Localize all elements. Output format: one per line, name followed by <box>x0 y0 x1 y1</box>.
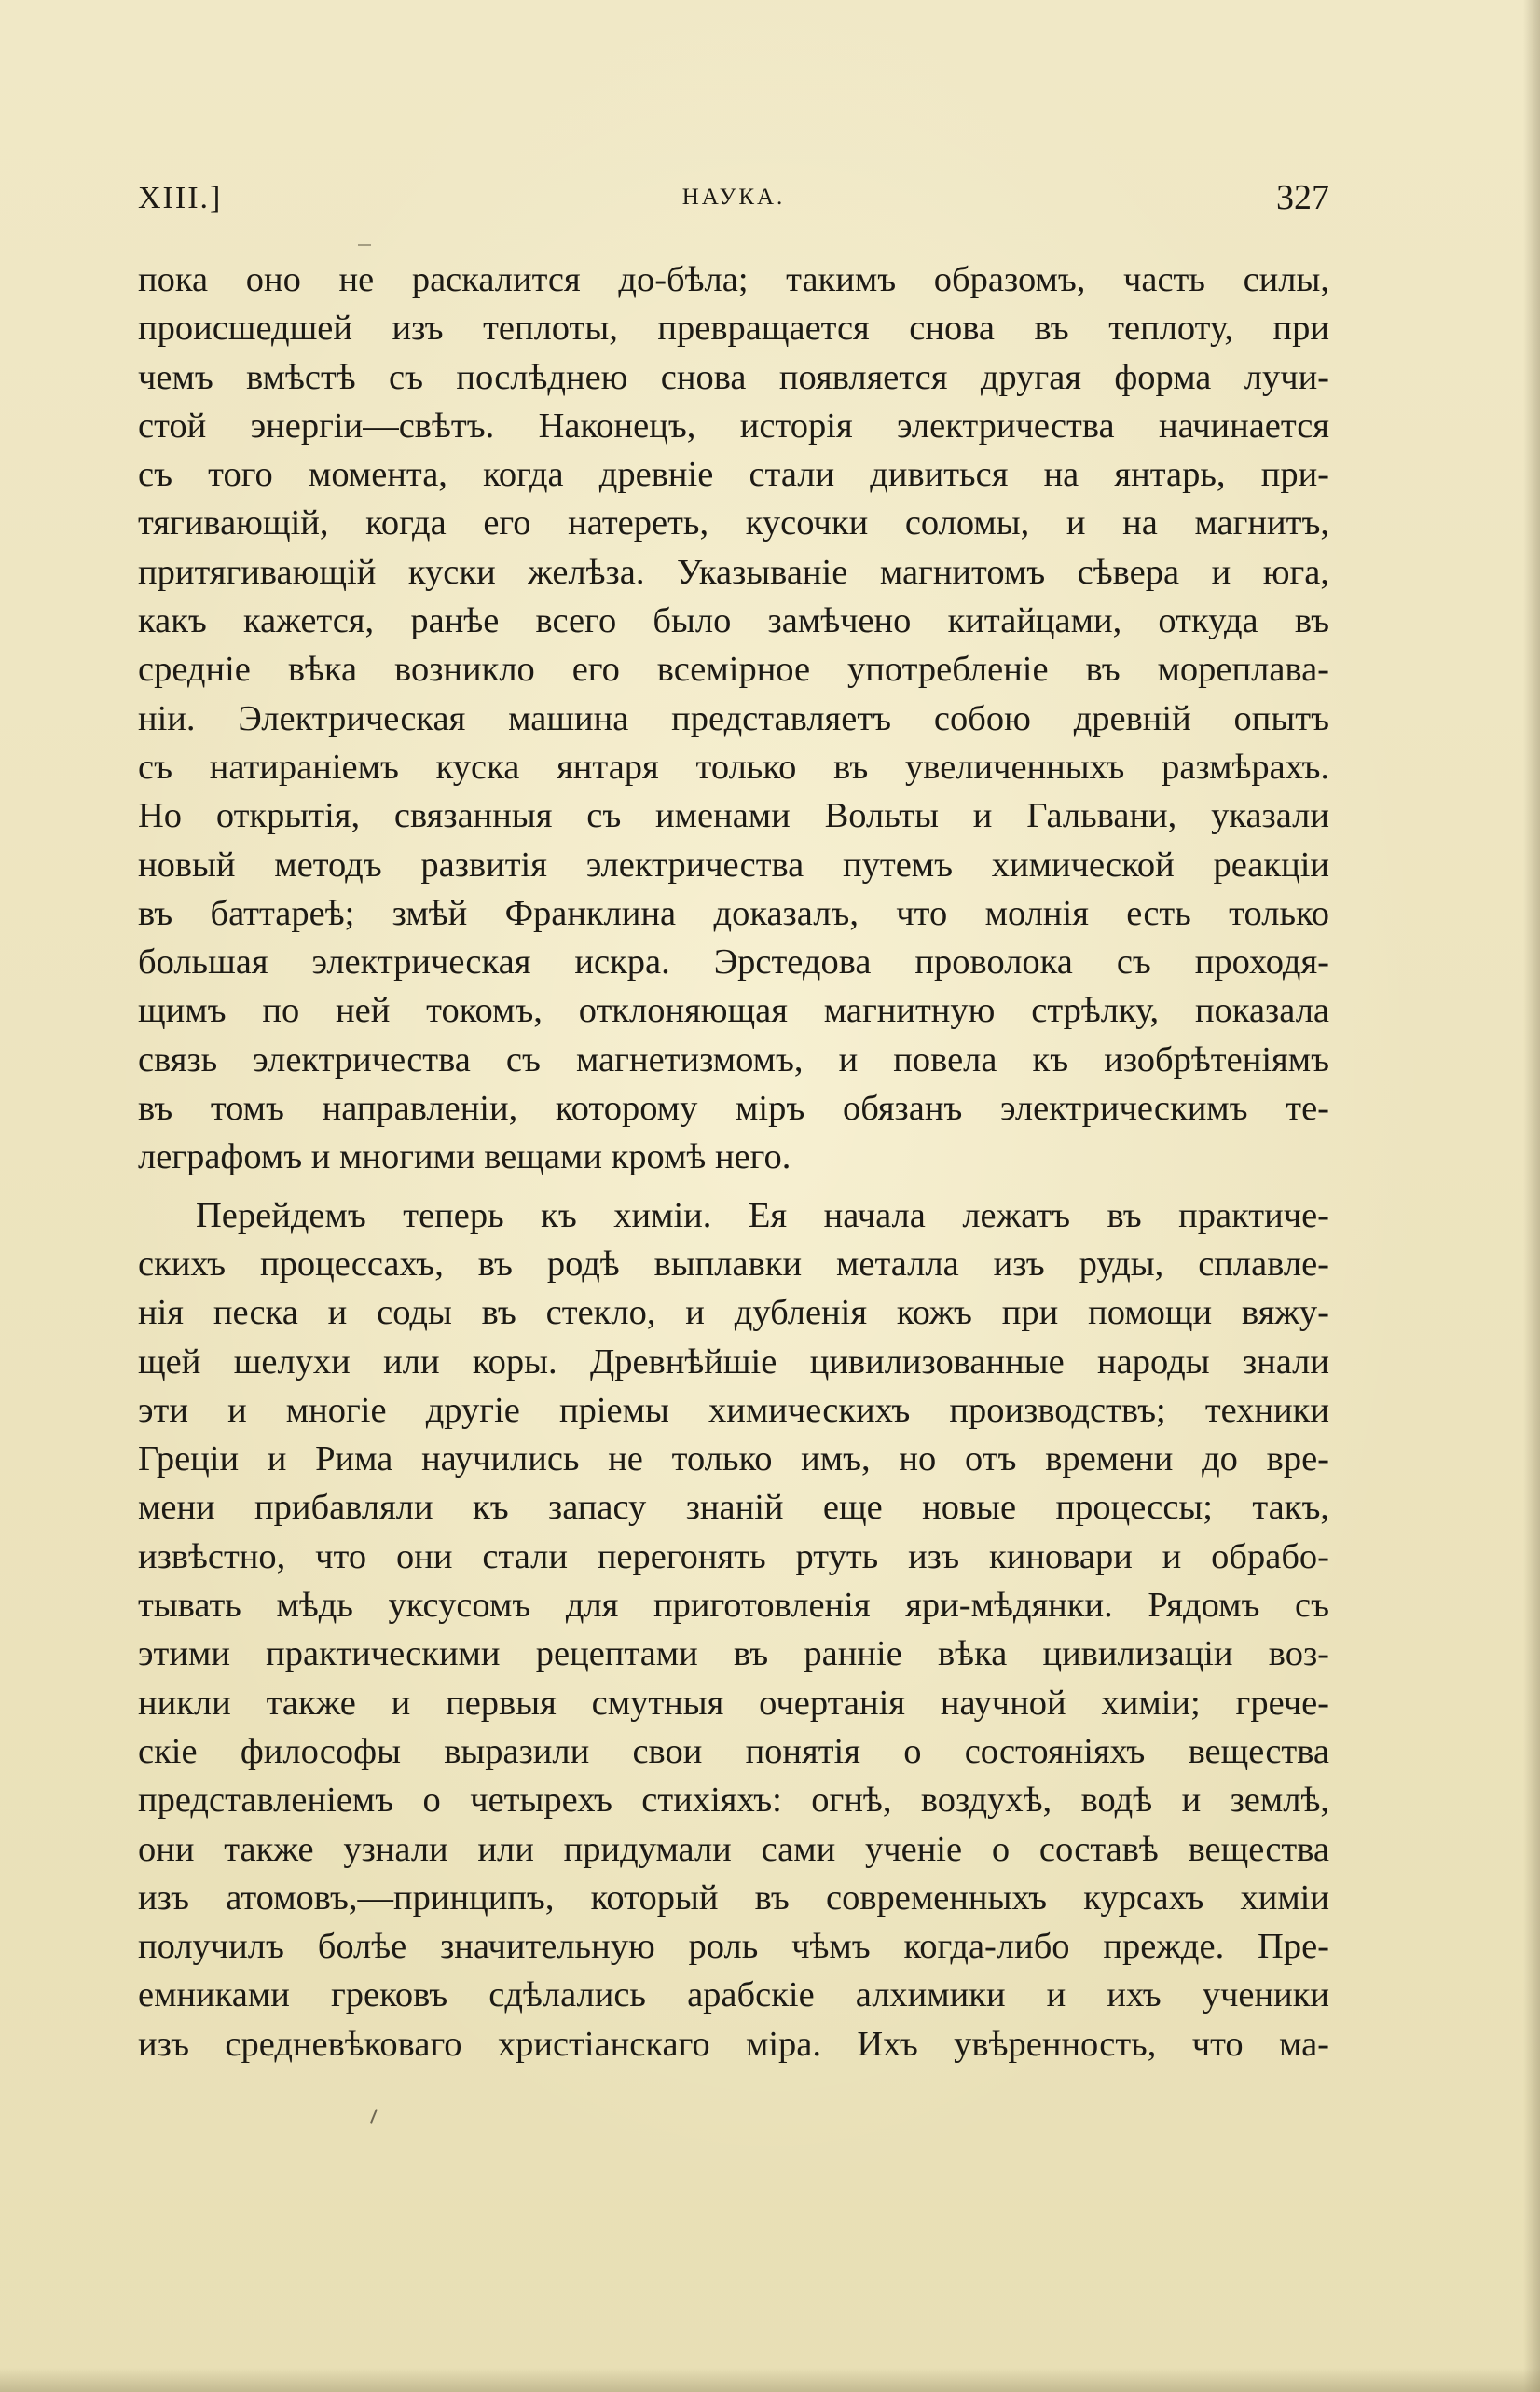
text-line: изъ атомовъ,—принципъ, который въ современныхъ курсахъ химіи <box>138 1877 1329 1918</box>
text-line: средніе вѣка возникло его всемірное употребленіе въ мореплава- <box>138 650 1329 690</box>
text-line: извѣстно, что они стали перегонять ртуть изъ киновари и обрабо- <box>138 1536 1329 1576</box>
paragraph-gap <box>138 1182 1329 1191</box>
print-mark <box>358 244 371 246</box>
text-line: новый методъ развитія электричества путемъ химической реакціи <box>138 845 1329 885</box>
text-line: съ того момента, когда древніе стали дивиться на янтарь, при- <box>138 455 1329 495</box>
text-line: связь электричества съ магнетизмомъ, и повела къ изобрѣтеніямъ <box>138 1039 1329 1079</box>
text-line: Перейдемъ теперь къ химіи. Ея начала лежатъ въ практиче- <box>196 1195 1329 1235</box>
text-line: какъ кажется, ранѣе всего было замѣчено китайцами, откуда въ <box>138 601 1329 641</box>
page-edge-shadow-right <box>1523 0 1540 2392</box>
text-line: происшедшей изъ теплоты, превращается снова въ теплоту, при <box>138 309 1329 349</box>
page-number: 327 <box>1276 178 1329 217</box>
text-line: нія песка и соды въ стекло, и дубленія кожъ при помощи вяжу- <box>138 1293 1329 1333</box>
text-line: представленіемъ о четырехъ стихіяхъ: огнѣ, воздухѣ, водѣ и землѣ, <box>138 1780 1329 1821</box>
paragraph <box>138 1191 1329 2069</box>
page-edge-shadow-bottom <box>0 2368 1540 2392</box>
text-line: въ томъ направленіи, которому міръ обязанъ электрическимъ те- <box>138 1089 1329 1129</box>
text-line: щимъ по ней токомъ, отклоняющая магнитную стрѣлку, показала <box>138 991 1329 1031</box>
text-line: чемъ вмѣстѣ съ послѣднею снова появляется другая форма лучи- <box>138 357 1329 397</box>
text-line: ніи. Электрическая машина представляетъ собою древній опытъ <box>138 698 1329 738</box>
text-line: емниками грековъ сдѣлались арабскіе алхимики и ихъ ученики <box>138 1975 1329 2015</box>
text-line: скихъ процессахъ, въ родѣ выплавки металла изъ руды, сплавле- <box>138 1244 1329 1284</box>
text-line: тягивающій, когда его натереть, кусочки соломы, и на магнитъ, <box>138 503 1329 543</box>
paragraph <box>138 255 1329 1182</box>
text-line: изъ средневѣковаго христіанскаго міра. Ихъ увѣренность, что ма- <box>138 2024 1329 2064</box>
text-line: притягивающій куски желѣза. Указываніе магнитомъ сѣвера и юга, <box>138 552 1329 592</box>
text-line: никли также и первыя смутныя очертанія научной химіи; грече- <box>138 1683 1329 1723</box>
running-header <box>138 173 1329 224</box>
text-line: эти и многіе другіе пріемы химическихъ производствъ; техники <box>138 1390 1329 1430</box>
body-text <box>138 255 1329 2069</box>
text-line: мени прибавляли къ запасу знаній еще новые процессы; такъ, <box>138 1488 1329 1528</box>
text-line: скіе философы выразили свои понятія о состояніяхъ вещества <box>138 1731 1329 1771</box>
running-title: НАУКА. <box>681 185 786 210</box>
text-line: тывать мѣдь уксусомъ для приготовленія яри-мѣдянки. Рядомъ съ <box>138 1586 1329 1626</box>
text-line: пока оно не раскалится до-бѣла; такимъ образомъ, часть силы, <box>138 260 1329 299</box>
text-line: Но открытія, связанныя съ именами Вольты и Гальвани, указали <box>138 796 1329 836</box>
text-line: стой энергіи—свѣтъ. Наконецъ, исторія электричества начинается <box>138 406 1329 446</box>
text-line: съ натираніемъ куска янтаря только въ увеличенныхъ размѣрахъ. <box>138 747 1329 787</box>
text-line: этими практическими рецептами въ ранніе вѣка цивилизаціи воз- <box>138 1634 1329 1674</box>
text-line: получилъ болѣе значительную роль чѣмъ когда-либо прежде. Пре- <box>138 1927 1329 1967</box>
text-line: они также узнали или придумали сами ученіе о составѣ вещества <box>138 1829 1329 1869</box>
text-line: Греціи и Рима научились не только имъ, но отъ времени до вре- <box>138 1439 1329 1479</box>
text-line: большая электрическая искра. Эрстедова проволока съ проходя- <box>138 942 1329 983</box>
text-line: леграфомъ и многими вещами кромѣ него. <box>138 1137 791 1177</box>
text-line: въ баттареѣ; змѣй Франклина доказалъ, что молнія есть только <box>138 893 1329 933</box>
print-mark <box>370 2109 378 2124</box>
chapter-marker: XIII.] <box>138 181 223 215</box>
text-line: щей шелухи или коры. Древнѣйшіе цивилизованные народы знали <box>138 1341 1329 1382</box>
